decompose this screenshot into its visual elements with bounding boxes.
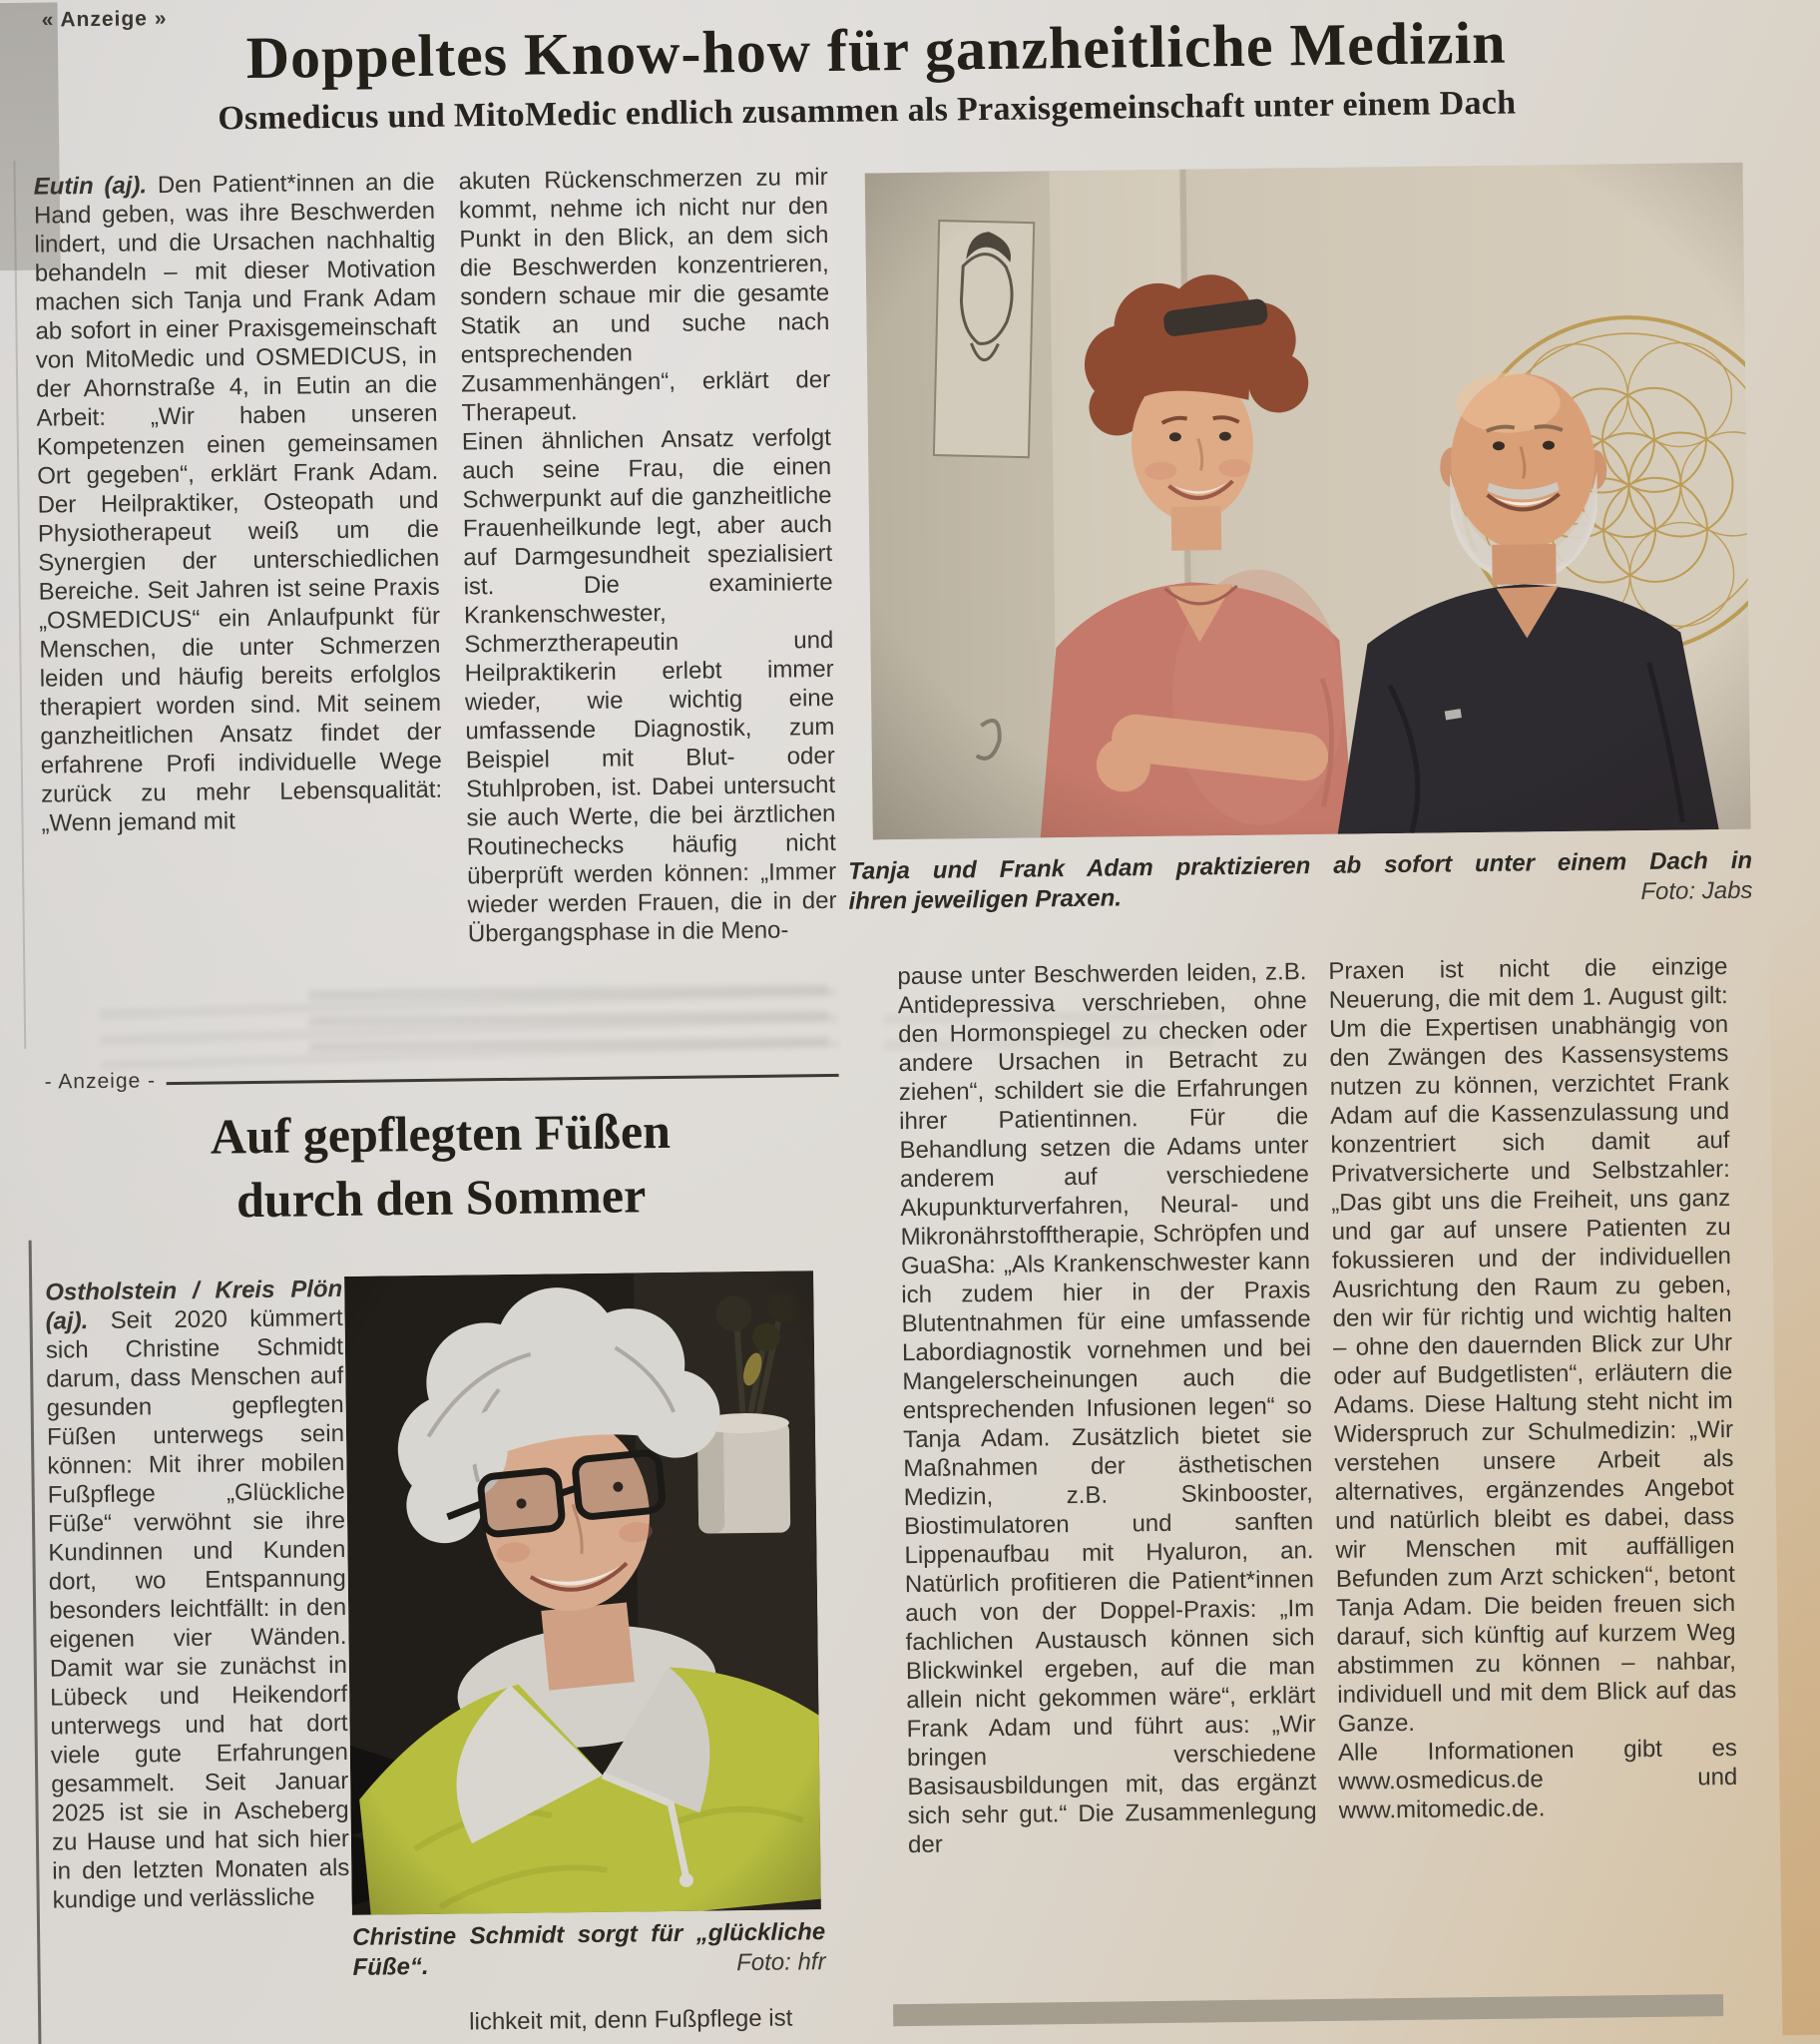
photo1-caption (848, 846, 1753, 917)
advert-label-top: « Anzeige » (41, 7, 168, 32)
article1-dateline: Eutin (aj). (33, 172, 148, 201)
article2-continuation-line: lichkeit mit, denn Fußpflege ist (469, 2004, 793, 2036)
article2-dateline: Ostholstein / Kreis Plön (aj). (45, 1275, 343, 1335)
photo2-caption-line2: Füße“. (352, 1952, 429, 1981)
article1-column-4: Praxen ist nicht die einzige Neuerung, die mit dem 1. August gilt: Um die Expertisen unabhängig von den Zwängen des Kassensystems nutzen zu können, verzichtet Frank Adam auf die Kassenzulassung und konzentriert sich damit auf Privatversicherte und Selbstzahler: „Das gibt uns die Freiheit, uns ganz und gar auf unsere Patienten zu fokussieren und der individuellen Ausrichtung den Raum zu geben, den wir für richtig und wichtig halten – ohne den dauernden Blick zur Uhr oder auf Budgetlisten“, erläutern die Adams. Diese Haltung steht nicht im Widerspruch zur Schulmedizin: „Wir verstehen unsere Arbeit als alternatives, ergänzendes Angebot und natürlich bleibt es dabei, dass wir Menschen mit auffälligen Befunden zum Arzt schicken“, betont Tanja Adam. Die beiden freuen sich darauf, sich künftig auf kurzem Weg abstimmen zu können – nahbar, individuell und mit dem Blick auf das Ganze. Alle Informationen gibt es www.osmedicus.de und www.mitomedic.de. (1328, 952, 1738, 1824)
article2-headline-line1: Auf gepflegten Füßen (210, 1102, 672, 1165)
article1-headline: Doppeltes Know-how für ganzheitliche Medizin (245, 9, 1507, 92)
article2-column-1 (45, 1275, 351, 2044)
article1-photo (865, 163, 1751, 840)
article2-photo (344, 1271, 821, 1915)
article1-column-1 (34, 168, 446, 1055)
article1-column-2: akuten Rückenschmerzen zu mir kommt, nehme ich nicht nur den Punkt in den Blick, an dem sich die Beschwerden konzentrieren, sondern schaue mir die gesamte Statik an und suche nach entsprechenden Zusammenhängen“, erklärt der Therapeut. Einen ähnlichen Ansatz verfolgt auch seine Frau, die einen Schwerpunkt auf die ganzheitliche Frauenheilkunde legt, aber auch auf Darmgesundheit spezialisiert ist. Die examinierte Krankenschwester, Schmerztherapeutin und Heilpraktikerin erlebt immer wieder, wie wichtig eine umfassende Diagnostik, zum Beispiel mit Blut- oder Stuhlproben, ist. Dabei untersucht sie auch Werte, die bei ärztlichen Routinechecks häufig nicht überprüft werden können: „Immer wieder werden Frauen, die in der Übergangsphase in die Meno- (458, 163, 837, 948)
page-fold-line (29, 1241, 42, 2044)
article2-column-1-text: Seit 2020 kümmert sich Christine Schmidt darum, dass Menschen auf gesunden gepflegten Füßen unterwegs sein können: Mit ihrer mobilen Fußpflege „Glückliche Füße“ verwöhnt sie ihre Kundinnen und Kunden dort, wo Entspannung besonders leichtfällt: in den eigenen vier Wänden. Damit war sie zunächst in Lübeck und Heikendorf unterwegs und hat dort viele gute Erfahrungen gesammelt. Seit Januar 2025 ist sie in Ascheberg zu Hause und hat sich hier in den letzten Monaten als kundige und verlässliche (45, 1303, 350, 1914)
photo2-caption-line1: Christine Schmidt sorgt für „glückliche (352, 1918, 826, 1951)
photo2-vignette (344, 1271, 821, 1915)
tanja-frank-photo (865, 163, 1751, 840)
christine-photo (344, 1271, 821, 1915)
advert-label-mid: - Anzeige - (44, 1069, 157, 1094)
article1-column-3: pause unter Beschwerden leiden, z.B. Antidepressiva verschrieben, ohne den Hormonspiegel zu checken oder andere Ursachen in Betracht zu ziehen“, schildert sie die Erfahrungen ihrer Patientinnen. Für die Behandlung setzen die Adams unter anderem auf verschiedene Akupunkturverfahren, Neural- und Mikronährstofftherapie, Schröpfen und GuaSha: „Als Krankenschwester kann ich zudem hier in der Praxis Blutentnahmen für eine umfassende Labordiagnostik vornehmen und bei Mangelerscheinungen auch die entsprechenden Infusionen legen“ so Tanja Adam. Zusätzlich bietet sie Maßnahmen der ästhetischen Medizin, z.B. Skinbooster, Biostimulatoren und sanften Lippenaufbau mit Hyaluron, an. Natürlich profitieren die Patient*innen auch von der Doppel-Praxis: „Im fachlichen Austausch können sich Blickwinkel ergeben, auf die man allein nicht gekommen wäre“, erklärt Frank Adam und führt aus: „Wir bringen verschiedene Basisausbildungen mit, das ergänzt sich sehr gut.“ Die Zusammenlegung der (897, 958, 1317, 1859)
photo1-caption-line1: Tanja und Frank Adam praktizieren ab sofort unter einem Dach in (847, 846, 1753, 885)
section-divider-rule (167, 1074, 839, 1085)
article1-subheadline: Osmedicus und MitoMedic endlich zusammen als Praxisgemeinschaft unter einem Dach (218, 84, 1517, 138)
article1-column-1-text: Den Patient*innen an die Hand geben, was ihre Beschwerden lindert, und die Ursachen nachhaltig behandeln – mit dieser Motivation machen sich Tanja und Frank Adam ab sofort in einer Praxisgemeinschaft von MitoMedic und OSMEDICUS, in der Ahornstraße 4, in Eutin an die Arbeit: „Wir haben unseren Kompetenzen einen gemeinsamen Ort gegeben“, erklärt Frank Adam. Der Heilpraktiker, Osteopath und Physiotherapeut weiß um die Synergien der unterschiedlichen Bereiche. Seit Jahren ist seine Praxis „OSMEDICUS“ ein Anlaufpunkt für Menschen, die unter Schmerzen leiden und häufig bereits erfolglos therapiert worden sind. Mit seinem ganzheitlichen Ansatz findet der erfahrene Profi individuelle Wege zurück zu mehr Lebensqualität: „Wenn jemand mit (33, 168, 443, 837)
column-fold-line (13, 161, 26, 1049)
article2-headline (91, 1097, 791, 1234)
photo1-credit: Foto: Jabs (1640, 876, 1753, 906)
photo2-caption (352, 1917, 826, 1983)
photo2-credit: Foto: hfr (735, 1948, 826, 1977)
article2-headline-line2: durch den Sommer (235, 1167, 647, 1229)
page-edge-warm-shadow (1769, 916, 1820, 2035)
photo1-caption-line2: ihren jeweiligen Praxen. (848, 884, 1123, 915)
photo-vignette (865, 163, 1751, 840)
